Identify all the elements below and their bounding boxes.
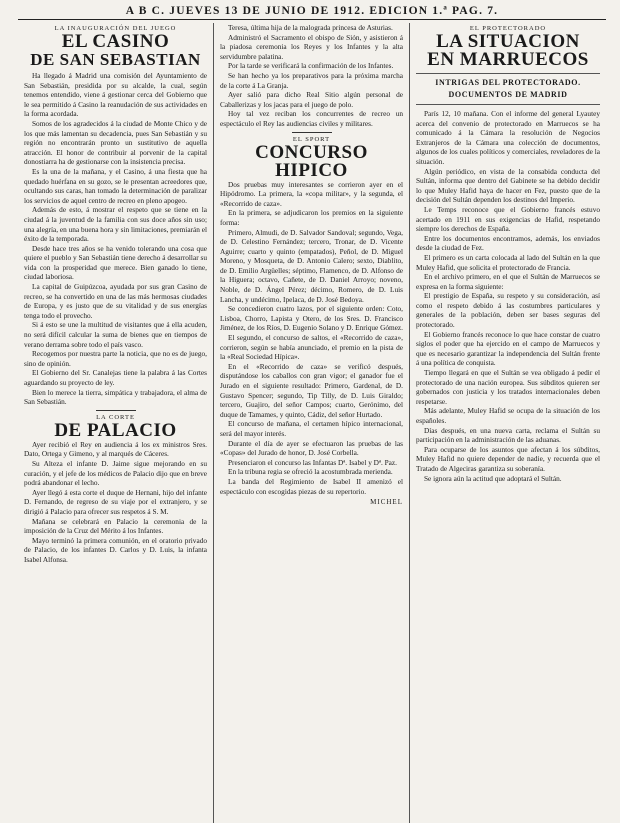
paragraph: Es la una de la mañana, y el Casino, á una fiesta que ha quedado huérfana en su gozo, se le presentan acreedores que, ocultando sus caras, han tomado la determinación de paralizar los servicios de aquel centro de recreo en pleno apogeo.	[24, 166, 207, 205]
paragraph: El concurso de mañana, el certamen hípico internacional, será del mayor interés.	[220, 419, 403, 438]
paragraph: Si á esto se une la multitud de visitantes que á ella acuden, no será difícil calcular la suma de bienes que en tiempos de verano derrama sobre todo el país vasco.	[24, 320, 207, 349]
rule	[416, 104, 600, 105]
paragraph: Recogemos por nuestra parte la noticia, que no es de juego, sino de opinión.	[24, 349, 207, 368]
columns	[18, 23, 606, 823]
paragraph: Ayer salió para dicho Real Sitio algún personal de Caballerizas y los jacas para el juego de polo.	[220, 90, 403, 109]
subheading-documentos: DOCUMENTOS DE MADRID	[448, 90, 568, 99]
paragraph: La banda del Regimiento de Isabel II amenizó el espectáculo con escogidas piezas de su repertorio.	[220, 476, 403, 496]
paragraph: El Gobierno del Sr. Canalejas tiene la palabra á las Cortes aguardando su proyecto de ley.	[24, 368, 207, 387]
paragraph: Por la tarde se verificará la confirmación de los Infantes.	[228, 61, 394, 71]
kicker-casino: LA INAUGURACIÓN DEL JUEGO	[54, 25, 177, 32]
paragraph: Ayer recibió el Rey en audiencia á los ex ministros Sres. Dato, Ortega y Gimeno, y al marqués de Cáceres.	[24, 439, 207, 459]
column-3	[410, 23, 606, 823]
paragraph: Algún periódico, en vista de la consabida conducta del Sultán, informa que dentro del Gabinete se ha debido decidir lo que Muley Hafid haya de hacer en Fez, puesto que de la decisión del Sultán dependen los destinos del Imperio.	[416, 166, 600, 205]
paragraph: Desde hace tres años se ha venido tolerando una cosa que quiere el pueblo y San Sebastián tiene derecho á desarrollar su vida con la prosperidad que merece. Bien ganado lo tiene, ciudad laboriosa.	[24, 243, 207, 282]
headline-casino-1: EL CASINO	[61, 31, 170, 52]
paragraph: Más adelante, Muley Hafid se ocupa de la situación de los españoles.	[416, 406, 600, 425]
paragraph: Teresa, última hija de la malograda princesa de Asturias.	[228, 23, 393, 32]
page-header: A B C. JUEVES 13 DE JUNIO DE 1912. EDICION 1.ª PAG. 7.	[18, 4, 606, 20]
paragraph: Administró el Sacramento el obispo de Sión, y asistieron á la piadosa ceremonia los Reyes y los Infantes y la alta servidumbre palatina.	[220, 32, 403, 61]
paragraph: El Gobierno francés reconoce lo que hace constar de cuatro siglos el poder que ha ejercido en el campo de Marruecos y que es necesario garantizar la independencia del Sultán frente á una política de conquista.	[416, 329, 600, 368]
column-1	[18, 23, 214, 823]
paragraph: Su Alteza el infante D. Jaime sigue mejorando en su curación, y el jefe de los médicos de Palacio dijo que en breve podrá abandonar el lecho.	[24, 458, 207, 488]
paragraph: París 12, 10 mañana. Con el informe del general Lyautey acerca del convenio de protectorado en Marruecos se ha comunicado á la Cámara la resolución de Negocios Extranjeros de la Cámara una colección de documentos, algunos de los cuales políticos y comerciales, reveladores de la situación.	[416, 109, 600, 166]
headline-palacio: DE PALACIO	[54, 419, 177, 441]
paragraph: Días después, en una nueva carta, reclama el Sultán su participación en la administración de las aduanas.	[416, 425, 600, 445]
separator	[96, 410, 136, 411]
paragraph: La capital de Guipúzcoa, ayudada por sus gran Casino de recreo, se ha convertido en una de las más hermosas ciudades de Europa, y es justo que de su vitalidad y de sus energías tenga todo el provecho.	[24, 282, 207, 320]
paragraph: Tiempo llegará en que el Sultán se vea obligado á pedir el protectorado de una nación europea. Sus súbditos quieren ser gobernados con justicia y los tratados internacionales deben respetarse.	[416, 368, 600, 406]
kicker-corte: LA CORTE	[96, 413, 135, 421]
paragraph: Mayo terminó la primera comunión, en el oratorio privado de Palacio, de los infantes D. Carlos y D. Luis, la infanta Isabel Alfonsa.	[24, 535, 207, 564]
paragraph: Bien lo merece la tierra, simpática y trabajadora, el alma de San Sebastián.	[24, 387, 207, 407]
paragraph: Ayer llegó á esta corte el duque de Hernani, hijo del infante D. Fernando, de regreso de su viaje por el extranjero, y se dirigió á Palacio para ofrecer sus respetos á S. M.	[24, 487, 207, 516]
paragraph: Durante el día de ayer se efectuaron las pruebas de las «Copas» del Jurado de honor, D. José Corbella.	[220, 438, 403, 458]
paragraph: En la primera, se adjudicaron los premios en la siguiente forma:	[220, 208, 403, 227]
headline-situacion-1: LA SITUACION	[436, 31, 580, 52]
paragraph: Se concedieron cuatro lazos, por el siguiente orden: Coto, Lisboa, Chorro, Lapista y Otero, de los Sres. D. Francisco Jiménez, de los Ríos, D. Eugenio Solano y D. Enrique Gómez.	[220, 304, 403, 333]
paragraph: Presenciaron el concurso las Infantas Dª. Isabel y Dª. Paz.	[228, 457, 397, 467]
headline-concurso-hipico: CONCURSO HIPICO	[255, 141, 368, 181]
paragraph: Se ignora aún la actitud que adoptará el Sultán.	[424, 473, 562, 483]
column-2	[214, 23, 410, 823]
kicker-sport: EL SPORT	[292, 135, 331, 143]
paragraph: En la tribuna regia se ofreció la acostumbrada merienda.	[228, 467, 393, 477]
paragraph: En el «Recorrido de caza» se verificó después, disputándose los caballos con gran vigor; el ganador fue el Jurado en el siguiente resultado: Primero, Gardenal, de D. Gustavo Spencer; segundo, Tip Tilly, de D. Luis Giraldo; tercero, Guajiro, del señor Campos; cuarto, Gerónimo, del duque de Tamames, y quinto, Cádiz, del señor Hurtado.	[220, 361, 403, 419]
paragraph: Primero, Almudi, de D. Salvador Sandoval; segundo, Vega, de D. Celestino Fernández; tercero, Tronar, de D. Vicente Aguirre; cuarto y quinto (empatados), Peñol, de D. Miguel Moreno, y Mosqueta, de D. Antonio Calero; sexto, Diablito, de D. Emilio Argüelles; séptimo, Flamenco, de D. Alfonso de la Higuera; octavo, Cañete, de D. Daniel Arroyo; noveno, Noble, de D. Ángel Pérez; décimo, Romero, de D. Luis Lancha, y undécimo, Ipelaca, de D. José Bedoya.	[220, 227, 403, 304]
paragraph: El segundo, el concurso de saltos, el «Recorrido de caza», corrieron, según se había anunciado, el premio en la pista de la «Real Sociedad Hípica».	[220, 333, 403, 362]
kicker-protectorado: EL PROTECTORADO	[469, 25, 547, 32]
separator	[292, 132, 332, 133]
paragraph: El prestigio de España, su respeto y su consideración, así como el respeto debido á las costumbres particulares y generales de la población, deben ser bases seguras del protectorado.	[416, 291, 600, 330]
paragraph: Dos pruebas muy interesantes se corrieron ayer en el Hipódromo. La primera, la «copa militar», y la segunda, el «Recorrido de caza».	[220, 179, 403, 208]
paragraph: Somos de los agradecidos á la ciudad de Monte Chico y de los que más lamentan su decadencia, pues San Sebastián y su región no encontrarán pronto un sustitutivo de aquella atracción. El honor de contribuir al porvenir de la capital donostiarra ha de gestionarse con la insistencia precisa.	[24, 118, 207, 167]
headline-situacion-2: EN MARRUECOS	[427, 49, 589, 70]
subheading-intrigas: INTRIGAS DEL PROTECTORADO.	[435, 78, 581, 87]
paragraph: Ha llegado á Madrid una comisión del Ayuntamiento de San Sebastián, presidida por su alcalde, la cual, según tenemos entendido, viene á gestionar cerca del Gobierno que le sea permitido á Casino la reanudación de sus actividades en la forma acordada.	[24, 71, 207, 119]
paragraph: Para ocuparse de los asuntos que afectan á los súbditos, Muley Hafid no quiere depender de nadie, y recuerda que el Tratado de Algeciras garantiza su soberanía.	[416, 444, 600, 473]
paragraph: El primero es un carta colocada al lado del Sultán en la que Muley Hafid, que solicita el protectorado de Francia.	[416, 252, 600, 272]
paragraph: Le Temps reconoce que el Gobierno francés estuvo acertado en 1911 en sus exigencias de Hafid, respetando siempre los derechos de España.	[416, 204, 600, 234]
paragraph: En el archivo primero, en el que el Sultán de Marruecos se expresa en la forma siguiente:	[416, 272, 600, 291]
paragraph: Además de esto, á mostrar el respeto que se tiene en la ciudad á la juventud de la familia con sus doce años sin uso; una alegría, en una buena hora y sin limitaciones, premiarán el éxito de la temporada.	[24, 205, 207, 244]
paragraph: Hoy tal vez reciban los concurrentes de recreo un espectáculo el Rey las audiencias civiles y militares.	[220, 109, 403, 128]
paragraph: Entre los documentos encontramos, además, los enviados desde la ciudad de Fez.	[416, 233, 600, 253]
author-signature: MICHEL	[370, 498, 403, 507]
paragraph: Mañana se celebrará en Palacio la ceremonia de la imposición de la Cruz del Mérito á los Infantes.	[24, 516, 207, 536]
paragraph: Se han hecho ya los preparativos para la próxima marcha de la corte á La Granja.	[220, 70, 403, 90]
headline-casino-2: DE SAN SEBASTIAN	[30, 50, 201, 69]
rule	[416, 73, 600, 74]
